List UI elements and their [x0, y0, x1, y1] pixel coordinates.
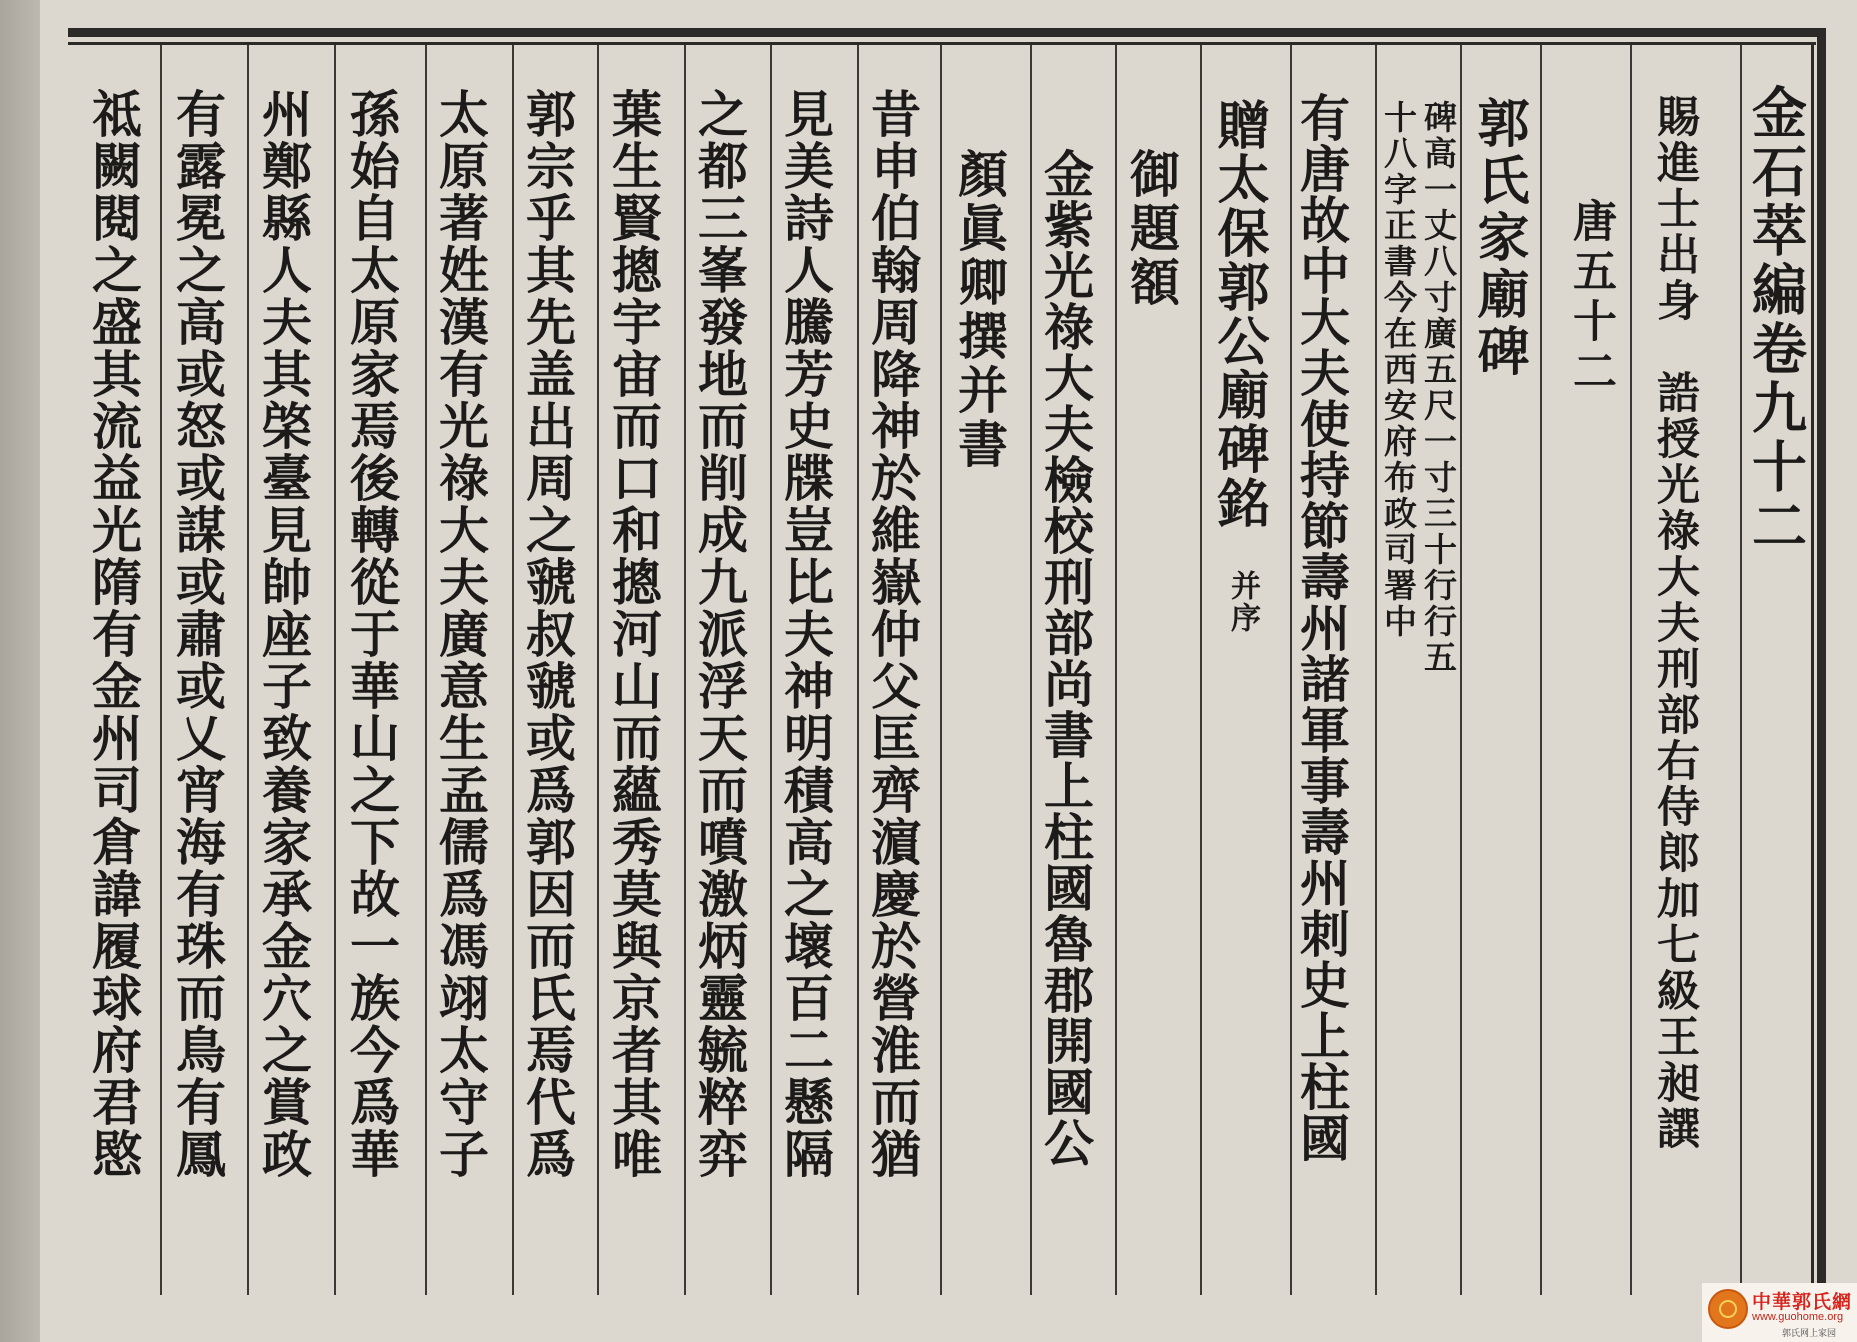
- official-title-line: 金紫光祿大夫檢校刑部尚書上柱國魯郡開國公: [1036, 148, 1095, 1168]
- site-watermark-logo: [1702, 1283, 1857, 1342]
- author-credit: 賜進士出身 誥授光祿大夫刑部右侍郎加七級王昶譔: [1650, 94, 1700, 1152]
- column-divider: [334, 45, 336, 1295]
- text-column-4: 葉生賢摠宇宙而口和摠河山而蘊秀莫與京者其唯: [604, 88, 663, 1180]
- text-column-8: 州鄭縣人夫其棨臺見帥座子致養家承金穴之賞政: [254, 88, 313, 1180]
- text-column-10: 祗闕閱之盛其流益光隋有金州司倉諱履球府君愍: [84, 88, 143, 1180]
- volume-title: 金石萃編卷九十二: [1743, 84, 1808, 556]
- column-divider: [1375, 45, 1377, 1295]
- site-subtitle: 郭氏网上家园: [1782, 1329, 1837, 1339]
- column-divider: [770, 45, 772, 1295]
- text-column-1: 昔申伯翰周降神於維嶽仲父匡齊濵慶於營淮而猶: [863, 88, 922, 1180]
- imperial-title-heading: 御題額: [1122, 148, 1181, 310]
- column-divider: [597, 45, 599, 1295]
- column-divider: [425, 45, 427, 1295]
- column-divider: [1115, 45, 1117, 1295]
- column-divider: [1740, 45, 1742, 1295]
- column-divider: [940, 45, 942, 1295]
- site-name: 中華郭氏網: [1752, 1291, 1853, 1313]
- text-column-3: 之都三峯發地而削成九派浮天而噴激炳靈毓粹弈: [690, 88, 749, 1180]
- clan-seal-icon: [1708, 1289, 1748, 1329]
- site-url: www.guohome.org: [1752, 1311, 1844, 1323]
- page-border-inner-right: [1811, 42, 1814, 1292]
- column-divider: [247, 45, 249, 1295]
- page-border-outer: [68, 28, 1826, 1296]
- text-column-2: 見美詩人騰芳史牒豈比夫神明積高之壞百二懸隔: [776, 88, 835, 1180]
- column-divider: [1030, 45, 1032, 1295]
- preface-note: 并序: [1225, 570, 1260, 634]
- inscription-title-line2: 贈太保郭公廟碑銘: [1208, 98, 1269, 530]
- text-column-6: 太原著姓漢有光祿大夫廣意生孟儒爲馮翊太守子: [431, 88, 490, 1180]
- inscription-title-line1: 有唐故中大夫使持節壽州諸軍事壽州刺史上柱國: [1292, 92, 1351, 1163]
- column-divider: [512, 45, 514, 1295]
- column-divider: [1200, 45, 1202, 1295]
- column-divider: [1540, 45, 1542, 1295]
- column-divider: [160, 45, 162, 1295]
- page-border-inner-top: [68, 42, 1816, 45]
- stele-dimensions-note: 碑高一丈八寸廣五尺一寸三十行行五: [1419, 100, 1458, 676]
- stele-location-note: 十八字正書今在西安府布政司署中: [1379, 100, 1418, 640]
- column-divider: [857, 45, 859, 1295]
- stele-title: 郭氏家廟碑: [1468, 96, 1529, 381]
- column-divider: [1630, 45, 1632, 1295]
- text-column-9: 有露冕之高或怒或謀或肅或乂宵海有珠而鳥有鳳: [168, 88, 227, 1180]
- text-column-5: 郭宗乎其先盖出周之虢叔虢或爲郭因而氏焉代爲: [518, 88, 577, 1180]
- author-line: 顏眞卿撰并書: [950, 148, 1009, 472]
- text-column-7: 孫始自太原家焉後轉從于華山之下故一族今爲華: [342, 88, 401, 1180]
- column-divider: [1460, 45, 1462, 1295]
- dynasty-heading: 唐五十二: [1565, 198, 1616, 398]
- column-divider: [684, 45, 686, 1295]
